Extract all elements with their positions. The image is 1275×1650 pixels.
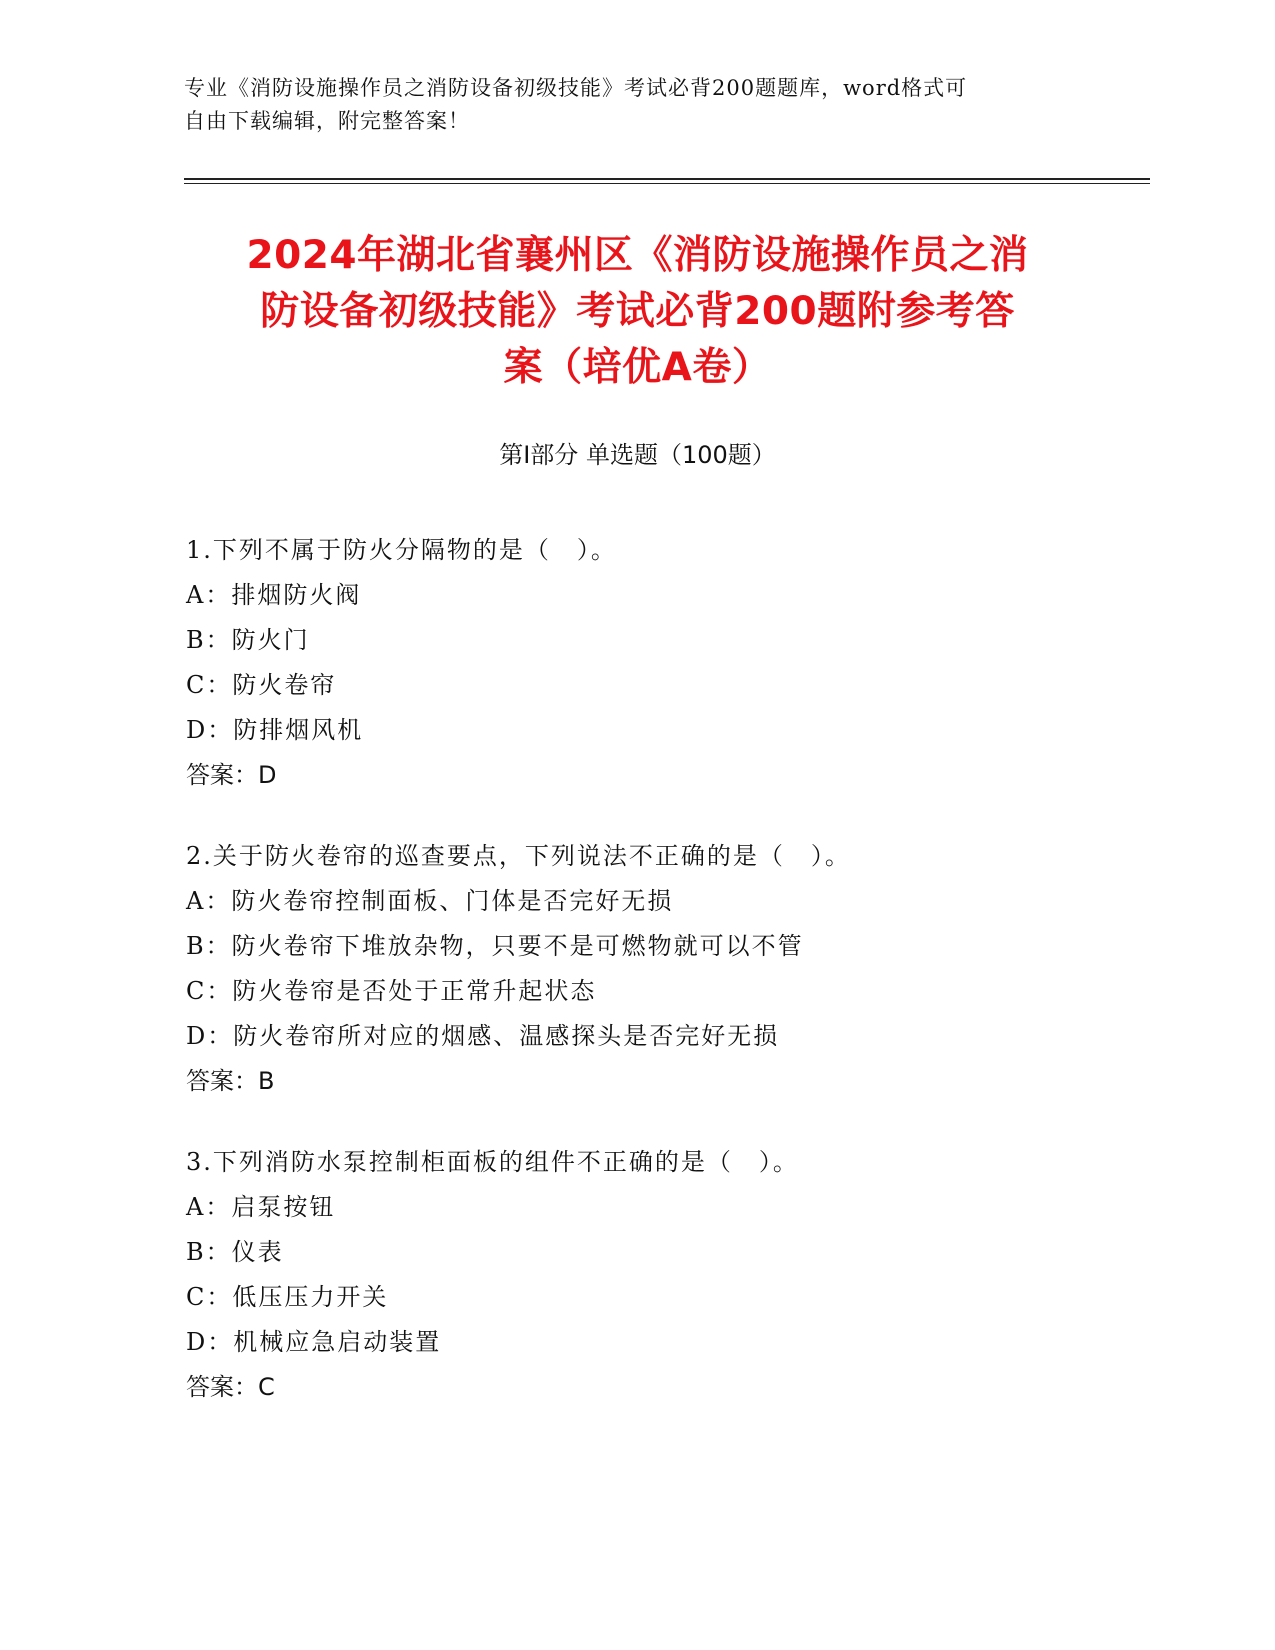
option-b: B：防火门 (186, 626, 310, 654)
question-1 (186, 528, 1146, 798)
question-stem: 3.下列消防水泵控制柜面板的组件不正确的是（ ）。 (186, 1148, 799, 1176)
answer: 答案：C (186, 1373, 275, 1401)
option-c: C：低压压力开关 (186, 1283, 389, 1311)
answer: 答案：D (186, 761, 277, 789)
question-stem: 2.关于防火卷帘的巡查要点，下列说法不正确的是（ ）。 (186, 842, 851, 870)
option-a: A：防火卷帘控制面板、门体是否完好无损 (186, 887, 674, 915)
question-list (186, 528, 1146, 1446)
option-d: D：防排烟风机 (186, 716, 364, 744)
option-c: C：防火卷帘 (186, 671, 337, 699)
option-d: D：机械应急启动装置 (186, 1328, 442, 1356)
header-note (184, 72, 1084, 138)
question-3 (186, 1140, 1146, 1410)
option-a: A：排烟防火阀 (186, 581, 362, 609)
header-divider-thin (184, 183, 1150, 184)
header-note-line-1: 专业《消防设施操作员之消防设备初级技能》考试必背200题题库，word格式可 (184, 76, 968, 100)
document-title-line-3: 案（培优A卷） (503, 345, 772, 390)
header-divider-thick (184, 178, 1150, 180)
document-title (150, 228, 1125, 396)
header-note-line-2: 自由下载编辑，附完整答案！ (184, 109, 470, 133)
option-a: A：启泵按钮 (186, 1193, 336, 1221)
answer: 答案：B (186, 1067, 275, 1095)
document-title-line-1: 2024年湖北省襄州区《消防设施操作员之消 (246, 233, 1029, 278)
document-title-line-2: 防设备初级技能》考试必背200题附参考答 (260, 289, 1015, 334)
option-b: B：仪表 (186, 1238, 284, 1266)
section-title: 第I部分 单选题（100题） (499, 441, 776, 469)
option-d: D：防火卷帘所对应的烟感、温感探头是否完好无损 (186, 1022, 780, 1050)
question-stem: 1.下列不属于防火分隔物的是（ ）。 (186, 536, 617, 564)
question-2 (186, 834, 1146, 1104)
option-b: B：防火卷帘下堆放杂物，只要不是可燃物就可以不管 (186, 932, 804, 960)
option-c: C：防火卷帘是否处于正常升起状态 (186, 977, 597, 1005)
